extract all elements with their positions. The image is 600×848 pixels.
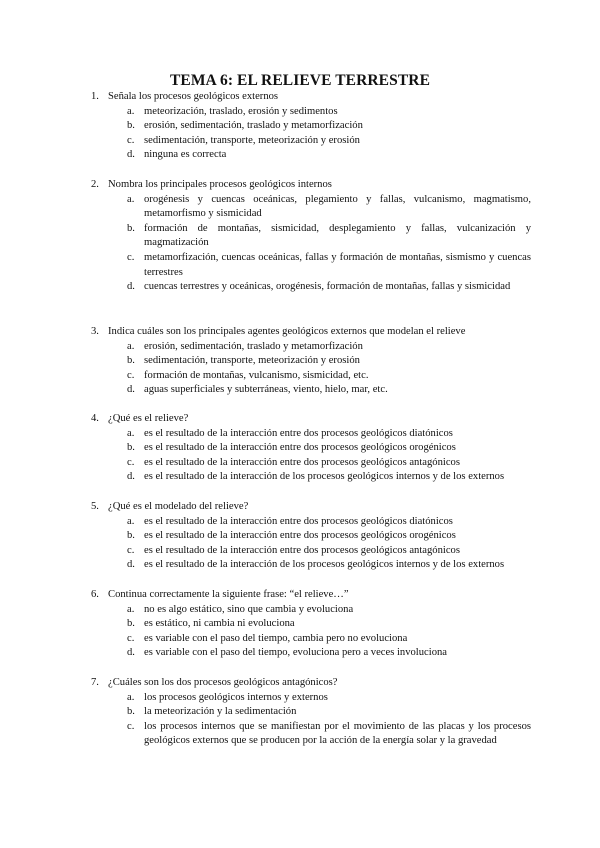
question-3	[91, 325, 531, 398]
option-text: es el resultado de la interacción entre dos procesos geológicos diatónicos	[144, 427, 453, 439]
option-a	[91, 691, 531, 706]
option-text: sedimentación, transporte, meteorización y erosión	[144, 355, 360, 367]
option-letter: c.	[127, 251, 135, 263]
option-letter: c.	[127, 632, 135, 644]
option-text: los procesos internos que se manifiestan por el movimiento de las placas y los procesos geológicos externos que se producen por la acción de la energía solar y la gravedad	[144, 720, 531, 747]
option-letter: d.	[127, 647, 135, 659]
question-number: 7.	[91, 677, 99, 688]
option-letter: a.	[127, 691, 135, 703]
option-letter: a.	[127, 515, 135, 527]
question-2	[91, 178, 531, 295]
option-d	[91, 280, 531, 295]
option-d	[91, 646, 531, 661]
question-text	[91, 588, 531, 603]
question-label: Continua correctamente la siguiente frase: “el relieve…”	[108, 589, 349, 600]
option-letter: b.	[127, 706, 135, 718]
option-b	[91, 354, 531, 369]
option-text: los procesos geológicos internos y externos	[144, 691, 328, 703]
option-letter: c.	[127, 456, 135, 468]
option-letter: d.	[127, 471, 135, 483]
option-c	[91, 544, 531, 559]
option-d	[91, 470, 531, 485]
question-number: 6.	[91, 589, 99, 600]
option-letter: a.	[127, 105, 135, 117]
option-text: meteorización, traslado, erosión y sedimentos	[144, 105, 338, 117]
option-a	[91, 340, 531, 355]
option-text: es el resultado de la interacción entre dos procesos geológicos antagónicos	[144, 544, 460, 556]
question-number: 4.	[91, 413, 99, 424]
option-b	[91, 617, 531, 632]
option-letter: b.	[127, 442, 135, 454]
option-text: es variable con el paso del tiempo, evoluciona pero a veces involuciona	[144, 647, 447, 659]
question-number: 2.	[91, 179, 99, 190]
option-a	[91, 603, 531, 618]
question-number: 1.	[91, 91, 99, 102]
option-letter: c.	[127, 720, 135, 732]
option-b	[91, 222, 531, 251]
option-text: la meteorización y la sedimentación	[144, 706, 297, 718]
question-text	[91, 178, 531, 193]
question-text	[91, 676, 531, 691]
option-b	[91, 529, 531, 544]
question-label: Indica cuáles son los principales agentes geológicos externos que modelan el relieve	[108, 326, 466, 337]
option-text: erosión, sedimentación, traslado y metamorfización	[144, 120, 363, 132]
option-letter: d.	[127, 559, 135, 571]
option-d	[91, 383, 531, 398]
option-letter: a.	[127, 603, 135, 615]
question-label: ¿Cuáles son los dos procesos geológicos antagónicos?	[108, 677, 338, 688]
question-text	[91, 412, 531, 427]
option-text: formación de montañas, sismicidad, desplegamiento y fallas, vulcanización y magmatización	[144, 222, 531, 249]
option-text: es el resultado de la interacción entre dos procesos geológicos antagónicos	[144, 456, 460, 468]
option-letter: a.	[127, 340, 135, 352]
question-1	[91, 90, 531, 163]
question-label: ¿Qué es el relieve?	[108, 413, 189, 424]
option-letter: c.	[127, 369, 135, 381]
option-text: es el resultado de la interacción entre dos procesos geológicos orogénicos	[144, 442, 456, 454]
question-7	[91, 676, 531, 749]
option-text: es el resultado de la interacción entre dos procesos geológicos diatónicos	[144, 515, 453, 527]
option-a	[91, 427, 531, 442]
option-text: es el resultado de la interacción de los procesos geológicos internos y de los externos	[144, 471, 505, 483]
option-b	[91, 441, 531, 456]
option-c	[91, 632, 531, 647]
option-text: metamorfización, cuencas oceánicas, fallas y formación de montañas, sismismo y cuencas terrestres	[144, 251, 531, 278]
option-c	[91, 456, 531, 471]
page-title: TEMA 6: EL RELIEVE TERRESTRE	[169, 72, 431, 89]
option-d	[91, 558, 531, 573]
question-5	[91, 500, 531, 573]
question-6	[91, 588, 531, 661]
option-letter: a.	[127, 193, 135, 205]
option-c	[91, 251, 531, 280]
option-d	[91, 148, 531, 163]
option-text: es variable con el paso del tiempo, cambia pero no evoluciona	[144, 632, 408, 644]
option-letter: d.	[127, 281, 135, 293]
question-number: 3.	[91, 326, 99, 337]
question-label: Señala los procesos geológicos externos	[108, 91, 279, 102]
option-a	[91, 105, 531, 120]
option-b	[91, 119, 531, 134]
option-text: cuencas terrestres y oceánicas, orogénesis, formación de montañas, fallas y sismicidad	[144, 281, 511, 293]
option-c	[91, 720, 531, 749]
question-label: Nombra los principales procesos geológicos internos	[108, 179, 332, 190]
question-4	[91, 412, 531, 485]
option-text: es el resultado de la interacción entre dos procesos geológicos orogénicos	[144, 530, 456, 542]
option-text: formación de montañas, vulcanismo, sismicidad, etc.	[144, 369, 369, 381]
option-letter: b.	[127, 222, 135, 234]
option-b	[91, 705, 531, 720]
option-text: es estático, ni cambia ni evoluciona	[144, 618, 295, 630]
option-letter: b.	[127, 618, 135, 630]
question-text	[91, 90, 531, 105]
option-text: es el resultado de la interacción de los procesos geológicos internos y de los externos	[144, 559, 505, 571]
question-number: 5.	[91, 501, 99, 512]
option-text: aguas superficiales y subterráneas, viento, hielo, mar, etc.	[144, 384, 388, 396]
option-a	[91, 193, 531, 222]
option-letter: a.	[127, 427, 135, 439]
option-letter: b.	[127, 120, 135, 132]
option-letter: b.	[127, 355, 135, 367]
question-text	[91, 500, 531, 515]
question-label: ¿Qué es el modelado del relieve?	[108, 501, 249, 512]
option-letter: d.	[127, 149, 135, 161]
option-letter: c.	[127, 134, 135, 146]
option-text: ninguna es correcta	[144, 149, 227, 161]
option-text: sedimentación, transporte, meteorización y erosión	[144, 134, 360, 146]
option-letter: b.	[127, 530, 135, 542]
option-c	[91, 134, 531, 149]
option-a	[91, 515, 531, 530]
option-letter: d.	[127, 384, 135, 396]
option-text: erosión, sedimentación, traslado y metamorfización	[144, 340, 363, 352]
option-letter: c.	[127, 544, 135, 556]
option-text: no es algo estático, sino que cambia y evoluciona	[144, 603, 354, 615]
question-text	[91, 325, 531, 340]
option-text: orogénesis y cuencas oceánicas, plegamiento y fallas, vulcanismo, magmatismo, metamorfismo y sismicidad	[144, 193, 531, 220]
option-c	[91, 369, 531, 384]
